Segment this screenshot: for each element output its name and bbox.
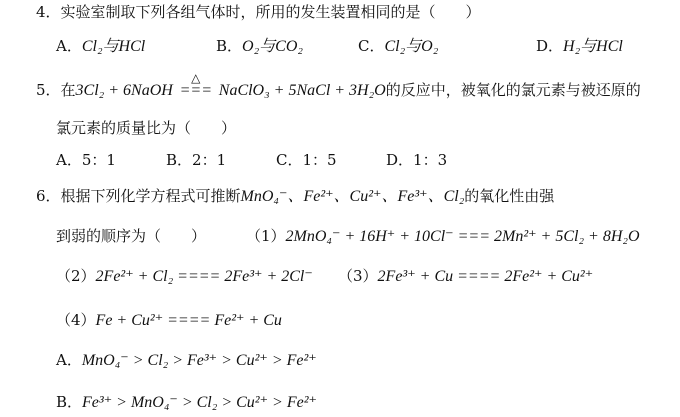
equation-label: （1） xyxy=(246,227,286,245)
option-text: 2：1 xyxy=(192,151,227,169)
q6-equation-4 xyxy=(56,310,282,331)
q5-option-d[interactable] xyxy=(386,150,447,170)
q5-stem xyxy=(36,71,641,101)
q6-stem-line2: 到弱的顺序为（ ） xyxy=(56,227,207,245)
q6-species: MnO₄⁻、Fe²⁺、Cu²⁺、Fe³⁺、Cl₂ xyxy=(240,188,465,205)
q6-equation-2 xyxy=(56,266,313,287)
option-label: A． xyxy=(56,351,82,369)
q6-option-b[interactable] xyxy=(56,392,317,413)
option-text: 5：1 xyxy=(81,151,116,169)
q6-stem xyxy=(36,186,554,207)
option-label: D． xyxy=(536,37,564,55)
q4-option-d[interactable] xyxy=(536,36,623,57)
q6-equation-1 xyxy=(246,226,640,247)
q5-prefix: 5．在 xyxy=(36,81,76,99)
equation-label: （2） xyxy=(56,267,96,285)
option-text: Cl₂与HCl xyxy=(81,38,146,55)
option-text: 1：5 xyxy=(302,151,337,169)
q4-option-a[interactable] xyxy=(56,36,145,57)
q4-option-b[interactable] xyxy=(216,36,303,57)
option-label: A． xyxy=(56,151,82,169)
option-label: B． xyxy=(56,393,83,411)
option-label: D． xyxy=(386,151,414,169)
q6-equation-3 xyxy=(338,266,593,287)
q5-option-a[interactable] xyxy=(56,150,116,170)
q6-stem-prefix: 6．根据下列化学方程式可推断 xyxy=(36,187,241,205)
option-text: Fe³⁺ > MnO₄⁻ > Cl₂ > Cu²⁺ > Fe²⁺ xyxy=(82,394,317,411)
q5-option-c[interactable] xyxy=(276,150,337,170)
q5-equation-right: NaClO₃ + 5NaCl + 3H₂O xyxy=(218,82,386,99)
equation-label: （3） xyxy=(338,267,378,285)
equation-text: 2Fe²⁺ + Cl₂ ==== 2Fe³⁺ + 2Cl⁻ xyxy=(95,268,313,285)
q4-stem: 4．实验室制取下列各组气体时，所用的发生装置相同的是（ ） xyxy=(36,3,481,21)
option-label: B． xyxy=(166,151,193,169)
equation-text: 2MnO₄⁻ + 16H⁺ + 10Cl⁻ === 2Mn²⁺ + 5Cl₂ + 8H₂O xyxy=(285,228,640,245)
option-text: 1：3 xyxy=(413,151,448,169)
equation-label: （4） xyxy=(56,311,96,329)
option-label: C． xyxy=(276,151,303,169)
q5-option-b[interactable] xyxy=(166,150,226,170)
option-text: O₂与CO₂ xyxy=(242,38,303,55)
equation-text: Fe + Cu²⁺ ==== Fe²⁺ + Cu xyxy=(95,312,282,329)
q5-stem-line2: 氯元素的质量比为（ ） xyxy=(56,119,237,137)
option-label: A． xyxy=(56,37,82,55)
heat-triangle-icon: △ xyxy=(191,71,201,85)
q6-option-a[interactable] xyxy=(56,350,317,371)
option-label: B． xyxy=(216,37,243,55)
option-text: MnO₄⁻ > Cl₂ > Fe³⁺ > Cu²⁺ > Fe²⁺ xyxy=(81,352,317,369)
q5-heat-arrow: △ === xyxy=(180,81,212,101)
q5-equation-left: 3Cl₂ + 6NaOH xyxy=(75,82,173,99)
q5-suffix: 的反应中，被氧化的氯元素与被还原的 xyxy=(385,81,641,99)
equation-text: 2Fe³⁺ + Cu ==== 2Fe²⁺ + Cu²⁺ xyxy=(377,268,594,285)
option-text: Cl₂与O₂ xyxy=(384,38,439,55)
q4-option-c[interactable] xyxy=(358,36,438,57)
q6-stem-suffix: 的氧化性由强 xyxy=(464,187,555,205)
option-text: H₂与HCl xyxy=(563,38,623,55)
option-label: C． xyxy=(358,37,385,55)
